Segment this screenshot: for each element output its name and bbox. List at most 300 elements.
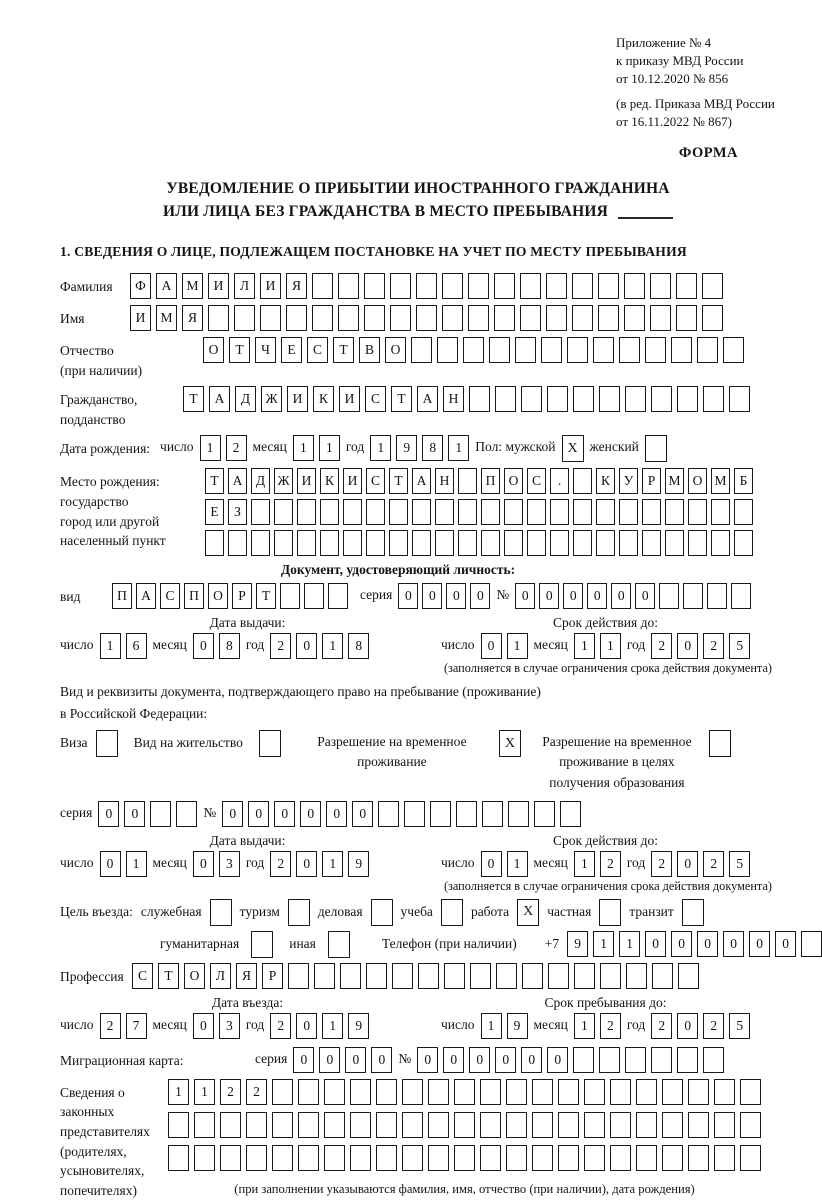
char-cell[interactable]: 0	[446, 583, 466, 609]
char-cell[interactable]	[280, 583, 300, 609]
char-cell[interactable]	[194, 1112, 215, 1138]
char-cell[interactable]	[376, 1145, 397, 1171]
char-cell[interactable]: С	[160, 583, 180, 609]
char-cell[interactable]: 3	[219, 1013, 240, 1039]
char-cell[interactable]	[364, 273, 385, 299]
char-cell[interactable]	[642, 499, 661, 525]
char-cell[interactable]	[723, 337, 744, 363]
char-cell[interactable]	[194, 1145, 215, 1171]
char-cell[interactable]	[619, 499, 638, 525]
char-cell[interactable]	[205, 530, 224, 556]
char-cell[interactable]: Ф	[130, 273, 151, 299]
char-cell[interactable]	[734, 499, 753, 525]
char-cell[interactable]: С	[527, 468, 546, 494]
char-cell[interactable]	[481, 499, 500, 525]
char-cell[interactable]: 0	[296, 851, 317, 877]
char-cell[interactable]: В	[359, 337, 380, 363]
char-cell[interactable]	[251, 499, 270, 525]
temp-residence-edu-checkbox[interactable]	[709, 730, 731, 757]
char-cell[interactable]: 2	[703, 1013, 724, 1039]
char-cell[interactable]: М	[665, 468, 684, 494]
char-cell[interactable]: С	[307, 337, 328, 363]
char-cell[interactable]	[320, 530, 339, 556]
char-cell[interactable]	[650, 273, 671, 299]
char-cell[interactable]	[662, 1145, 683, 1171]
char-cell[interactable]: Р	[262, 963, 283, 989]
char-cell[interactable]: М	[182, 273, 203, 299]
char-cell[interactable]	[626, 963, 647, 989]
char-cell[interactable]: Т	[183, 386, 204, 412]
char-cell[interactable]: 0	[293, 1047, 314, 1073]
char-cell[interactable]: Ч	[255, 337, 276, 363]
char-cell[interactable]: Л	[210, 963, 231, 989]
char-cell[interactable]	[610, 1079, 631, 1105]
char-cell[interactable]: 0	[645, 931, 666, 957]
char-cell[interactable]	[665, 499, 684, 525]
char-cell[interactable]	[598, 273, 619, 299]
char-cell[interactable]	[688, 1112, 709, 1138]
char-cell[interactable]: 0	[677, 633, 698, 659]
char-cell[interactable]: О	[184, 963, 205, 989]
char-cell[interactable]	[550, 499, 569, 525]
char-cell[interactable]	[376, 1112, 397, 1138]
char-cell[interactable]: И	[260, 273, 281, 299]
char-cell[interactable]	[625, 386, 646, 412]
char-cell[interactable]: И	[343, 468, 362, 494]
char-cell[interactable]	[246, 1145, 267, 1171]
char-cell[interactable]	[324, 1145, 345, 1171]
char-cell[interactable]	[251, 530, 270, 556]
char-cell[interactable]	[286, 305, 307, 331]
char-cell[interactable]: 1	[200, 435, 221, 461]
char-cell[interactable]: 0	[124, 801, 145, 827]
char-cell[interactable]: 1	[319, 435, 340, 461]
char-cell[interactable]	[598, 305, 619, 331]
char-cell[interactable]	[678, 963, 699, 989]
char-cell[interactable]	[494, 305, 515, 331]
char-cell[interactable]: 0	[677, 851, 698, 877]
char-cell[interactable]: 1	[507, 633, 528, 659]
char-cell[interactable]	[338, 273, 359, 299]
char-cell[interactable]: 0	[515, 583, 535, 609]
char-cell[interactable]	[366, 499, 385, 525]
char-cell[interactable]	[651, 1047, 672, 1073]
char-cell[interactable]	[482, 801, 503, 827]
char-cell[interactable]: О	[203, 337, 224, 363]
char-cell[interactable]: А	[136, 583, 156, 609]
char-cell[interactable]	[297, 530, 316, 556]
char-cell[interactable]	[428, 1079, 449, 1105]
char-cell[interactable]	[677, 386, 698, 412]
char-cell[interactable]: 2	[651, 851, 672, 877]
char-cell[interactable]	[527, 530, 546, 556]
char-cell[interactable]: 1	[574, 851, 595, 877]
char-cell[interactable]: 0	[749, 931, 770, 957]
char-cell[interactable]	[312, 273, 333, 299]
char-cell[interactable]	[731, 583, 751, 609]
char-cell[interactable]	[515, 337, 536, 363]
char-cell[interactable]	[324, 1079, 345, 1105]
char-cell[interactable]	[560, 801, 581, 827]
char-cell[interactable]: 9	[396, 435, 417, 461]
char-cell[interactable]: Р	[642, 468, 661, 494]
char-cell[interactable]	[412, 499, 431, 525]
char-cell[interactable]	[480, 1112, 501, 1138]
char-cell[interactable]	[228, 530, 247, 556]
char-cell[interactable]: 0	[193, 633, 214, 659]
char-cell[interactable]: Д	[251, 468, 270, 494]
char-cell[interactable]	[547, 386, 568, 412]
char-cell[interactable]: 0	[371, 1047, 392, 1073]
char-cell[interactable]	[320, 499, 339, 525]
char-cell[interactable]	[402, 1079, 423, 1105]
char-cell[interactable]: 1	[507, 851, 528, 877]
char-cell[interactable]	[246, 1112, 267, 1138]
char-cell[interactable]: 1	[100, 633, 121, 659]
char-cell[interactable]	[688, 1079, 709, 1105]
char-cell[interactable]: Н	[443, 386, 464, 412]
char-cell[interactable]	[652, 963, 673, 989]
char-cell[interactable]	[454, 1145, 475, 1171]
purpose-tourism-checkbox[interactable]	[288, 899, 310, 926]
char-cell[interactable]	[168, 1145, 189, 1171]
char-cell[interactable]: 5	[729, 633, 750, 659]
char-cell[interactable]: 1	[322, 1013, 343, 1039]
char-cell[interactable]: 2	[270, 633, 291, 659]
char-cell[interactable]: 0	[100, 851, 121, 877]
char-cell[interactable]	[546, 273, 567, 299]
char-cell[interactable]	[454, 1112, 475, 1138]
char-cell[interactable]	[662, 1112, 683, 1138]
char-cell[interactable]: М	[156, 305, 177, 331]
char-cell[interactable]	[343, 530, 362, 556]
char-cell[interactable]: Я	[182, 305, 203, 331]
char-cell[interactable]: 8	[348, 633, 369, 659]
char-cell[interactable]	[596, 530, 615, 556]
char-cell[interactable]	[558, 1079, 579, 1105]
char-cell[interactable]	[520, 305, 541, 331]
char-cell[interactable]	[150, 801, 171, 827]
char-cell[interactable]: 2	[600, 851, 621, 877]
char-cell[interactable]: 0	[469, 1047, 490, 1073]
char-cell[interactable]	[468, 305, 489, 331]
char-cell[interactable]	[378, 801, 399, 827]
char-cell[interactable]	[468, 273, 489, 299]
purpose-other-checkbox[interactable]	[328, 931, 350, 958]
char-cell[interactable]: 9	[507, 1013, 528, 1039]
char-cell[interactable]: К	[320, 468, 339, 494]
char-cell[interactable]: 0	[326, 801, 347, 827]
char-cell[interactable]	[636, 1145, 657, 1171]
char-cell[interactable]	[521, 386, 542, 412]
char-cell[interactable]: 0	[296, 633, 317, 659]
char-cell[interactable]	[688, 1145, 709, 1171]
char-cell[interactable]: 1	[322, 633, 343, 659]
char-cell[interactable]	[376, 1079, 397, 1105]
char-cell[interactable]: 2	[226, 435, 247, 461]
char-cell[interactable]	[676, 305, 697, 331]
char-cell[interactable]: А	[156, 273, 177, 299]
char-cell[interactable]: Т	[256, 583, 276, 609]
char-cell[interactable]	[298, 1145, 319, 1171]
char-cell[interactable]: 0	[422, 583, 442, 609]
char-cell[interactable]	[412, 530, 431, 556]
char-cell[interactable]: 2	[703, 851, 724, 877]
char-cell[interactable]	[312, 305, 333, 331]
char-cell[interactable]	[328, 583, 348, 609]
char-cell[interactable]: Я	[286, 273, 307, 299]
char-cell[interactable]	[428, 1145, 449, 1171]
char-cell[interactable]	[416, 273, 437, 299]
char-cell[interactable]	[272, 1145, 293, 1171]
char-cell[interactable]	[208, 305, 229, 331]
char-cell[interactable]	[428, 1112, 449, 1138]
char-cell[interactable]: З	[228, 499, 247, 525]
char-cell[interactable]	[697, 337, 718, 363]
char-cell[interactable]	[442, 305, 463, 331]
char-cell[interactable]	[645, 337, 666, 363]
char-cell[interactable]	[624, 305, 645, 331]
char-cell[interactable]	[402, 1145, 423, 1171]
char-cell[interactable]	[504, 499, 523, 525]
char-cell[interactable]: Т	[389, 468, 408, 494]
char-cell[interactable]: Б	[734, 468, 753, 494]
char-cell[interactable]	[610, 1112, 631, 1138]
char-cell[interactable]	[636, 1079, 657, 1105]
char-cell[interactable]: Я	[236, 963, 257, 989]
char-cell[interactable]: 0	[563, 583, 583, 609]
char-cell[interactable]: 0	[495, 1047, 516, 1073]
char-cell[interactable]	[659, 583, 679, 609]
char-cell[interactable]	[584, 1079, 605, 1105]
char-cell[interactable]: 1	[574, 633, 595, 659]
char-cell[interactable]: Т	[333, 337, 354, 363]
char-cell[interactable]	[324, 1112, 345, 1138]
char-cell[interactable]	[665, 530, 684, 556]
char-cell[interactable]: 3	[219, 851, 240, 877]
char-cell[interactable]: С	[365, 386, 386, 412]
char-cell[interactable]: 7	[126, 1013, 147, 1039]
char-cell[interactable]	[558, 1145, 579, 1171]
char-cell[interactable]	[297, 499, 316, 525]
char-cell[interactable]	[574, 963, 595, 989]
char-cell[interactable]: 2	[246, 1079, 267, 1105]
char-cell[interactable]: 2	[651, 1013, 672, 1039]
char-cell[interactable]	[573, 530, 592, 556]
char-cell[interactable]	[176, 801, 197, 827]
char-cell[interactable]	[508, 801, 529, 827]
char-cell[interactable]: 0	[98, 801, 119, 827]
char-cell[interactable]: 0	[547, 1047, 568, 1073]
char-cell[interactable]	[504, 530, 523, 556]
char-cell[interactable]: .	[550, 468, 569, 494]
char-cell[interactable]	[366, 963, 387, 989]
char-cell[interactable]: 0	[635, 583, 655, 609]
char-cell[interactable]: 0	[775, 931, 796, 957]
char-cell[interactable]	[527, 499, 546, 525]
char-cell[interactable]	[390, 305, 411, 331]
char-cell[interactable]: 0	[521, 1047, 542, 1073]
purpose-official-checkbox[interactable]	[210, 899, 232, 926]
char-cell[interactable]	[714, 1145, 735, 1171]
char-cell[interactable]: 2	[703, 633, 724, 659]
char-cell[interactable]	[541, 337, 562, 363]
char-cell[interactable]	[506, 1079, 527, 1105]
char-cell[interactable]: П	[184, 583, 204, 609]
char-cell[interactable]	[234, 305, 255, 331]
char-cell[interactable]	[610, 1145, 631, 1171]
char-cell[interactable]: И	[208, 273, 229, 299]
char-cell[interactable]: 0	[443, 1047, 464, 1073]
residence-permit-checkbox[interactable]	[259, 730, 281, 757]
char-cell[interactable]	[274, 499, 293, 525]
char-cell[interactable]	[584, 1145, 605, 1171]
char-cell[interactable]	[314, 963, 335, 989]
char-cell[interactable]	[480, 1079, 501, 1105]
char-cell[interactable]	[676, 273, 697, 299]
char-cell[interactable]: С	[366, 468, 385, 494]
char-cell[interactable]	[340, 963, 361, 989]
char-cell[interactable]: 0	[296, 1013, 317, 1039]
char-cell[interactable]	[389, 499, 408, 525]
char-cell[interactable]: Р	[232, 583, 252, 609]
char-cell[interactable]	[481, 530, 500, 556]
char-cell[interactable]: И	[130, 305, 151, 331]
char-cell[interactable]	[480, 1145, 501, 1171]
char-cell[interactable]: 0	[481, 633, 502, 659]
char-cell[interactable]	[619, 530, 638, 556]
char-cell[interactable]	[404, 801, 425, 827]
char-cell[interactable]: 0	[193, 851, 214, 877]
char-cell[interactable]: А	[228, 468, 247, 494]
char-cell[interactable]	[366, 530, 385, 556]
char-cell[interactable]	[740, 1112, 761, 1138]
char-cell[interactable]	[572, 305, 593, 331]
char-cell[interactable]	[469, 386, 490, 412]
char-cell[interactable]	[532, 1112, 553, 1138]
char-cell[interactable]	[677, 1047, 698, 1073]
char-cell[interactable]	[338, 305, 359, 331]
char-cell[interactable]	[624, 273, 645, 299]
char-cell[interactable]: 0	[611, 583, 631, 609]
char-cell[interactable]: Т	[205, 468, 224, 494]
temp-residence-checkbox[interactable]	[499, 730, 521, 757]
char-cell[interactable]: 2	[600, 1013, 621, 1039]
char-cell[interactable]: Л	[234, 273, 255, 299]
char-cell[interactable]	[506, 1112, 527, 1138]
char-cell[interactable]: И	[339, 386, 360, 412]
char-cell[interactable]: А	[209, 386, 230, 412]
char-cell[interactable]	[573, 386, 594, 412]
sex-male-checkbox[interactable]	[562, 435, 584, 462]
char-cell[interactable]: Д	[235, 386, 256, 412]
char-cell[interactable]	[272, 1112, 293, 1138]
char-cell[interactable]	[532, 1079, 553, 1105]
char-cell[interactable]: И	[287, 386, 308, 412]
char-cell[interactable]	[220, 1112, 241, 1138]
char-cell[interactable]: 5	[729, 851, 750, 877]
char-cell[interactable]	[435, 499, 454, 525]
char-cell[interactable]: Т	[391, 386, 412, 412]
char-cell[interactable]: Ж	[261, 386, 282, 412]
char-cell[interactable]	[711, 499, 730, 525]
char-cell[interactable]: 2	[220, 1079, 241, 1105]
char-cell[interactable]	[729, 386, 750, 412]
char-cell[interactable]: 0	[671, 931, 692, 957]
char-cell[interactable]: 0	[587, 583, 607, 609]
char-cell[interactable]	[456, 801, 477, 827]
char-cell[interactable]: И	[297, 468, 316, 494]
char-cell[interactable]	[636, 1112, 657, 1138]
char-cell[interactable]	[416, 305, 437, 331]
char-cell[interactable]: 0	[697, 931, 718, 957]
char-cell[interactable]: 1	[126, 851, 147, 877]
char-cell[interactable]	[584, 1112, 605, 1138]
char-cell[interactable]	[740, 1079, 761, 1105]
char-cell[interactable]	[458, 499, 477, 525]
char-cell[interactable]: 8	[219, 633, 240, 659]
char-cell[interactable]: Е	[205, 499, 224, 525]
char-cell[interactable]	[437, 337, 458, 363]
char-cell[interactable]: 2	[270, 851, 291, 877]
char-cell[interactable]	[702, 305, 723, 331]
char-cell[interactable]	[573, 499, 592, 525]
char-cell[interactable]: Т	[158, 963, 179, 989]
char-cell[interactable]	[364, 305, 385, 331]
char-cell[interactable]: К	[596, 468, 615, 494]
char-cell[interactable]: 9	[348, 851, 369, 877]
char-cell[interactable]	[740, 1145, 761, 1171]
char-cell[interactable]	[548, 963, 569, 989]
char-cell[interactable]	[662, 1079, 683, 1105]
char-cell[interactable]: Н	[435, 468, 454, 494]
char-cell[interactable]: 0	[723, 931, 744, 957]
purpose-transit-checkbox[interactable]	[682, 899, 704, 926]
char-cell[interactable]: П	[112, 583, 132, 609]
char-cell[interactable]	[573, 468, 592, 494]
char-cell[interactable]: Е	[281, 337, 302, 363]
char-cell[interactable]	[274, 530, 293, 556]
char-cell[interactable]	[714, 1079, 735, 1105]
char-cell[interactable]: 1	[481, 1013, 502, 1039]
char-cell[interactable]: О	[385, 337, 406, 363]
char-cell[interactable]	[260, 305, 281, 331]
char-cell[interactable]	[703, 1047, 724, 1073]
char-cell[interactable]: К	[313, 386, 334, 412]
char-cell[interactable]	[304, 583, 324, 609]
sex-female-checkbox[interactable]	[645, 435, 667, 462]
char-cell[interactable]	[625, 1047, 646, 1073]
char-cell[interactable]: 0	[481, 851, 502, 877]
char-cell[interactable]: 1	[194, 1079, 215, 1105]
char-cell[interactable]: 0	[193, 1013, 214, 1039]
char-cell[interactable]: 1	[370, 435, 391, 461]
char-cell[interactable]	[573, 1047, 594, 1073]
char-cell[interactable]	[801, 931, 822, 957]
char-cell[interactable]	[650, 305, 671, 331]
char-cell[interactable]	[572, 273, 593, 299]
char-cell[interactable]	[520, 273, 541, 299]
char-cell[interactable]: 0	[248, 801, 269, 827]
char-cell[interactable]: 6	[126, 633, 147, 659]
char-cell[interactable]	[711, 530, 730, 556]
char-cell[interactable]: 2	[100, 1013, 121, 1039]
purpose-work-checkbox[interactable]	[517, 899, 539, 926]
char-cell[interactable]	[272, 1079, 293, 1105]
char-cell[interactable]	[599, 1047, 620, 1073]
char-cell[interactable]	[534, 801, 555, 827]
char-cell[interactable]: Ж	[274, 468, 293, 494]
